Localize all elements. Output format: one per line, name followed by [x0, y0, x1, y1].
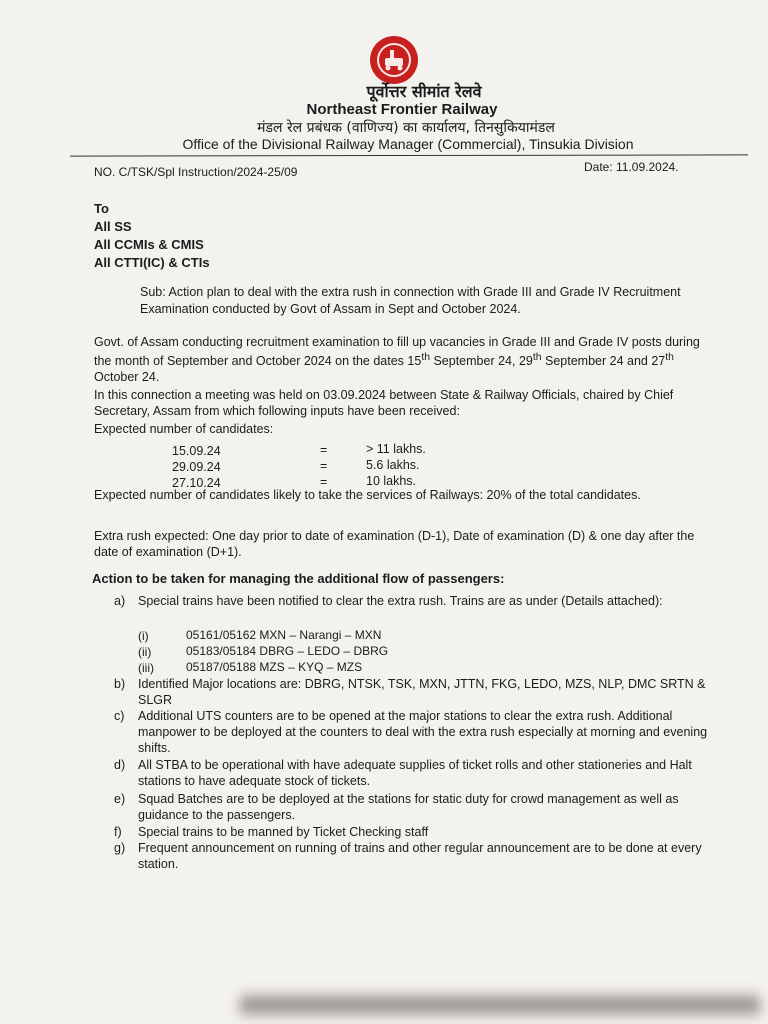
railway-name: Northeast Frontier Railway [306, 101, 498, 118]
office-name: Office of the Divisional Railway Manager (Commercial), Tinsukia Division [182, 136, 634, 152]
recipient-line: All SS [94, 219, 132, 234]
candidate-value: > 11 lakhs. [366, 442, 426, 456]
item-label: a) [114, 594, 126, 608]
train-number: (i) [138, 629, 149, 643]
item-label: g) [114, 841, 126, 855]
subject-line: Sub: Action plan to deal with the extra rush in connection with Grade III and Grade IV Recruitment Examination conducted by Govt of Assam in Sept and October 2024. [140, 285, 681, 316]
item-text: Special trains to be manned by Ticket Checking staff [138, 825, 429, 839]
item-text: All STBA to be operational with have adequate supplies of ticket rolls and other stationeries and Halt stations to have adequate stock of tickets. [138, 758, 692, 788]
candidate-date: 27.10.24 [172, 476, 221, 490]
candidate-equals: = [320, 443, 328, 457]
office-name-hindi: मंडल रेल प्रबंधक (वाणिज्य) का कार्यालय, तिनसुकियामंडल [257, 120, 555, 136]
candidate-value: 5.6 lakhs. [366, 458, 420, 472]
item-text: Additional UTS counters are to be opened at the major stations to clear the extra rush. Additional manpower to be deployed at the counters to deal with the extra rush especially at morning and evening shifts. [138, 709, 708, 755]
paragraph-exam-dates [94, 334, 702, 385]
paragraph-meeting: In this connection a meeting was held on 03.09.2024 between State & Railway Officials, chaired by Chief Secretary, Assam from which following inputs have been received: [94, 388, 674, 418]
item-label: b) [114, 677, 126, 691]
item-text: Identified Major locations are: DBRG, NTSK, TSK, MXN, JTTN, FKG, LEDO, MZS, NLP, DMC SRTN & SLGR [138, 677, 706, 707]
superscript: th [532, 352, 542, 363]
item-label: f) [114, 825, 122, 839]
train-text: 05187/05188 MZS – KYQ – MZS [186, 660, 363, 674]
letter-date: Date: 11.09.2024. [584, 160, 679, 174]
superscript: th [665, 352, 674, 363]
candidates-heading: Expected number of candidates: [94, 422, 274, 436]
railway-name-hindi: पूर्वोत्तर सीमांत रेलवे [366, 82, 482, 101]
candidate-date: 29.09.24 [172, 460, 221, 474]
recipient-line: All CCMIs & CMIS [94, 237, 204, 252]
train-number: (iii) [138, 661, 154, 675]
paragraph-extra-rush: Extra rush expected: One day prior to date of examination (D-1), Date of examination (D) & one day after the date of examination (D+1). [94, 529, 695, 559]
train-number: (ii) [138, 645, 152, 659]
item-label: c) [114, 709, 125, 723]
item-label: d) [114, 758, 126, 772]
text-part: Govt. of Assam conducting recruitment examination to fill up vacancies in Grade III and Grade IV posts during the month of September and October 2024 on the dates 15 [94, 335, 700, 369]
item-label: e) [114, 792, 126, 806]
indian-railways-logo [366, 34, 422, 86]
item-text: Special trains have been notified to clear the extra rush. Trains are as under (Details attached): [138, 594, 663, 608]
to-label: To [94, 201, 109, 216]
recipients-block [94, 200, 210, 272]
recipient-line: All CTTI(IC) & CTIs [94, 255, 210, 270]
letter-number: NO. C/TSK/Spl Instruction/2024-25/09 [94, 165, 298, 179]
train-text: 05183/05184 DBRG – LEDO – DBRG [186, 644, 389, 658]
item-text: Squad Batches are to be deployed at the stations for static duty for crowd management as well as guidance to the passengers. [138, 792, 679, 822]
action-heading: Action to be taken for managing the additional flow of passengers: [92, 571, 505, 586]
candidate-equals: = [320, 459, 328, 473]
candidate-equals: = [320, 475, 328, 489]
text-part: October 24. [94, 370, 160, 385]
text-part: September 24, 29 [430, 354, 533, 369]
text-part: September 24 and 27 [541, 354, 666, 369]
paragraph-railway-share: Expected number of candidates likely to take the services of Railways: 20% of the total candidates. [94, 488, 641, 502]
candidate-value: 10 lakhs. [366, 474, 417, 488]
superscript: th [421, 352, 430, 363]
train-text: 05161/05162 MXN – Narangi – MXN [186, 628, 382, 642]
header-divider [70, 154, 748, 156]
item-text: Frequent announcement on running of trains and other regular announcement are to be done at every station. [138, 841, 702, 871]
candidate-date: 15.09.24 [172, 444, 221, 458]
page-edge-shadow [240, 990, 760, 1020]
